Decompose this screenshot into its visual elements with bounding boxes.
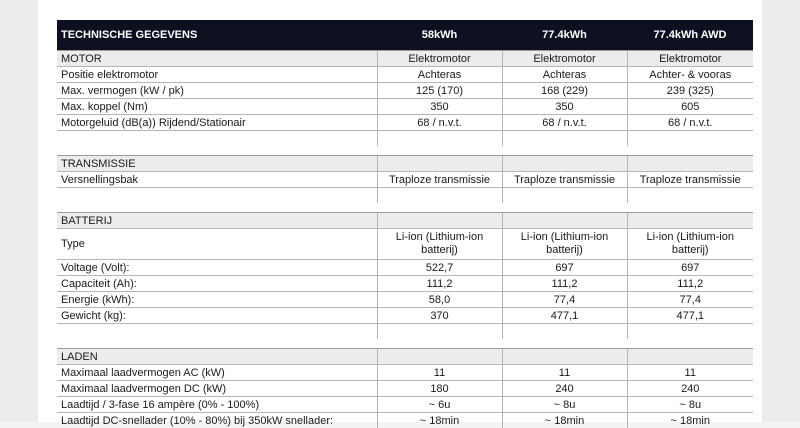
section-title: BATTERIJ [57, 213, 377, 229]
table-row [57, 397, 753, 413]
cell: Li-ion (Lithium-ion batterij) [502, 229, 627, 260]
table-header-row [57, 20, 753, 51]
section-batterij [57, 213, 753, 229]
cell: 605 [627, 99, 753, 115]
cell: 168 (229) [502, 83, 627, 99]
cell: 11 [502, 365, 627, 381]
row-label: Maximaal laadvermogen AC (kW) [57, 365, 377, 381]
cell: ~ 6u [377, 397, 502, 413]
row-label: Laadtijd / 3-fase 16 ampère (0% - 100%) [57, 397, 377, 413]
cell: ~ 8u [627, 397, 753, 413]
cell: Achter- & vooras [627, 67, 753, 83]
table-row [57, 83, 753, 99]
row-label: Max. vermogen (kW / pk) [57, 83, 377, 99]
cell: 350 [377, 99, 502, 115]
section-gap [57, 339, 753, 349]
cell: 350 [502, 99, 627, 115]
section-motor [57, 51, 753, 67]
cell: 68 / n.v.t. [627, 115, 753, 131]
section-gap [57, 203, 753, 213]
cell: Elektromotor [502, 51, 627, 67]
cell: Li-ion (Lithium-ion batterij) [377, 229, 502, 260]
table-row [57, 229, 753, 260]
column-header-77kwh: 77.4kWh [502, 20, 627, 51]
table-row [57, 365, 753, 381]
section-gap [57, 146, 753, 156]
specifications-table [57, 20, 753, 428]
section-laden [57, 349, 753, 365]
cell: 697 [502, 260, 627, 276]
document-page [38, 0, 762, 422]
left-margin [0, 0, 38, 422]
cell: 77,4 [627, 292, 753, 308]
cell: 697 [627, 260, 753, 276]
cell: 370 [377, 308, 502, 324]
row-label: Motorgeluid (dB(a)) Rijdend/Stationair [57, 115, 377, 131]
row-label: Type [57, 229, 377, 260]
table-row [57, 413, 753, 428]
row-label: Energie (kWh): [57, 292, 377, 308]
cell: 11 [377, 365, 502, 381]
cell: 522,7 [377, 260, 502, 276]
cell: 125 (170) [377, 83, 502, 99]
column-header-77kwh-awd: 77.4kWh AWD [627, 20, 753, 51]
row-label: Max. koppel (Nm) [57, 99, 377, 115]
row-label: Capaciteit (Ah): [57, 276, 377, 292]
row-label: Maximaal laadvermogen DC (kW) [57, 381, 377, 397]
empty-row [57, 131, 753, 147]
cell: Achteras [502, 67, 627, 83]
cell: ~ 18min [627, 413, 753, 428]
cell: 477,1 [502, 308, 627, 324]
row-label: Versnellingsbak [57, 172, 377, 188]
cell: 239 (325) [627, 83, 753, 99]
table-row [57, 99, 753, 115]
cell: ~ 18min [502, 413, 627, 428]
table-title: TECHNISCHE GEGEVENS [57, 20, 377, 51]
cell: ~ 8u [502, 397, 627, 413]
row-label: Positie elektromotor [57, 67, 377, 83]
section-title: LADEN [57, 349, 377, 365]
row-label: Voltage (Volt): [57, 260, 377, 276]
table-row [57, 308, 753, 324]
table-row [57, 292, 753, 308]
cell: 58,0 [377, 292, 502, 308]
table-row [57, 381, 753, 397]
table-row [57, 276, 753, 292]
table-row [57, 260, 753, 276]
table-row [57, 115, 753, 131]
cell: 111,2 [502, 276, 627, 292]
cell: 77,4 [502, 292, 627, 308]
cell: 111,2 [627, 276, 753, 292]
cell: 477,1 [627, 308, 753, 324]
cell: ~ 18min [377, 413, 502, 428]
empty-row [57, 188, 753, 204]
cell: 68 / n.v.t. [377, 115, 502, 131]
cell: 180 [377, 381, 502, 397]
cell: 240 [627, 381, 753, 397]
column-header-58kwh: 58kWh [377, 20, 502, 51]
empty-row [57, 324, 753, 340]
row-label: Gewicht (kg): [57, 308, 377, 324]
cell: Traploze transmissie [377, 172, 502, 188]
section-transmissie [57, 156, 753, 172]
cell: Traploze transmissie [627, 172, 753, 188]
right-margin [762, 0, 800, 422]
section-title: TRANSMISSIE [57, 156, 377, 172]
row-label: Laadtijd DC-snellader (10% - 80%) bij 350kW snellader: [57, 413, 377, 428]
table-row [57, 67, 753, 83]
cell: Elektromotor [377, 51, 502, 67]
section-title: MOTOR [57, 51, 377, 67]
cell: Elektromotor [627, 51, 753, 67]
table-row [57, 172, 753, 188]
cell: Achteras [377, 67, 502, 83]
cell: 68 / n.v.t. [502, 115, 627, 131]
cell: 111,2 [377, 276, 502, 292]
cell: 240 [502, 381, 627, 397]
cell: Li-ion (Lithium-ion batterij) [627, 229, 753, 260]
cell: 11 [627, 365, 753, 381]
cell: Traploze transmissie [502, 172, 627, 188]
